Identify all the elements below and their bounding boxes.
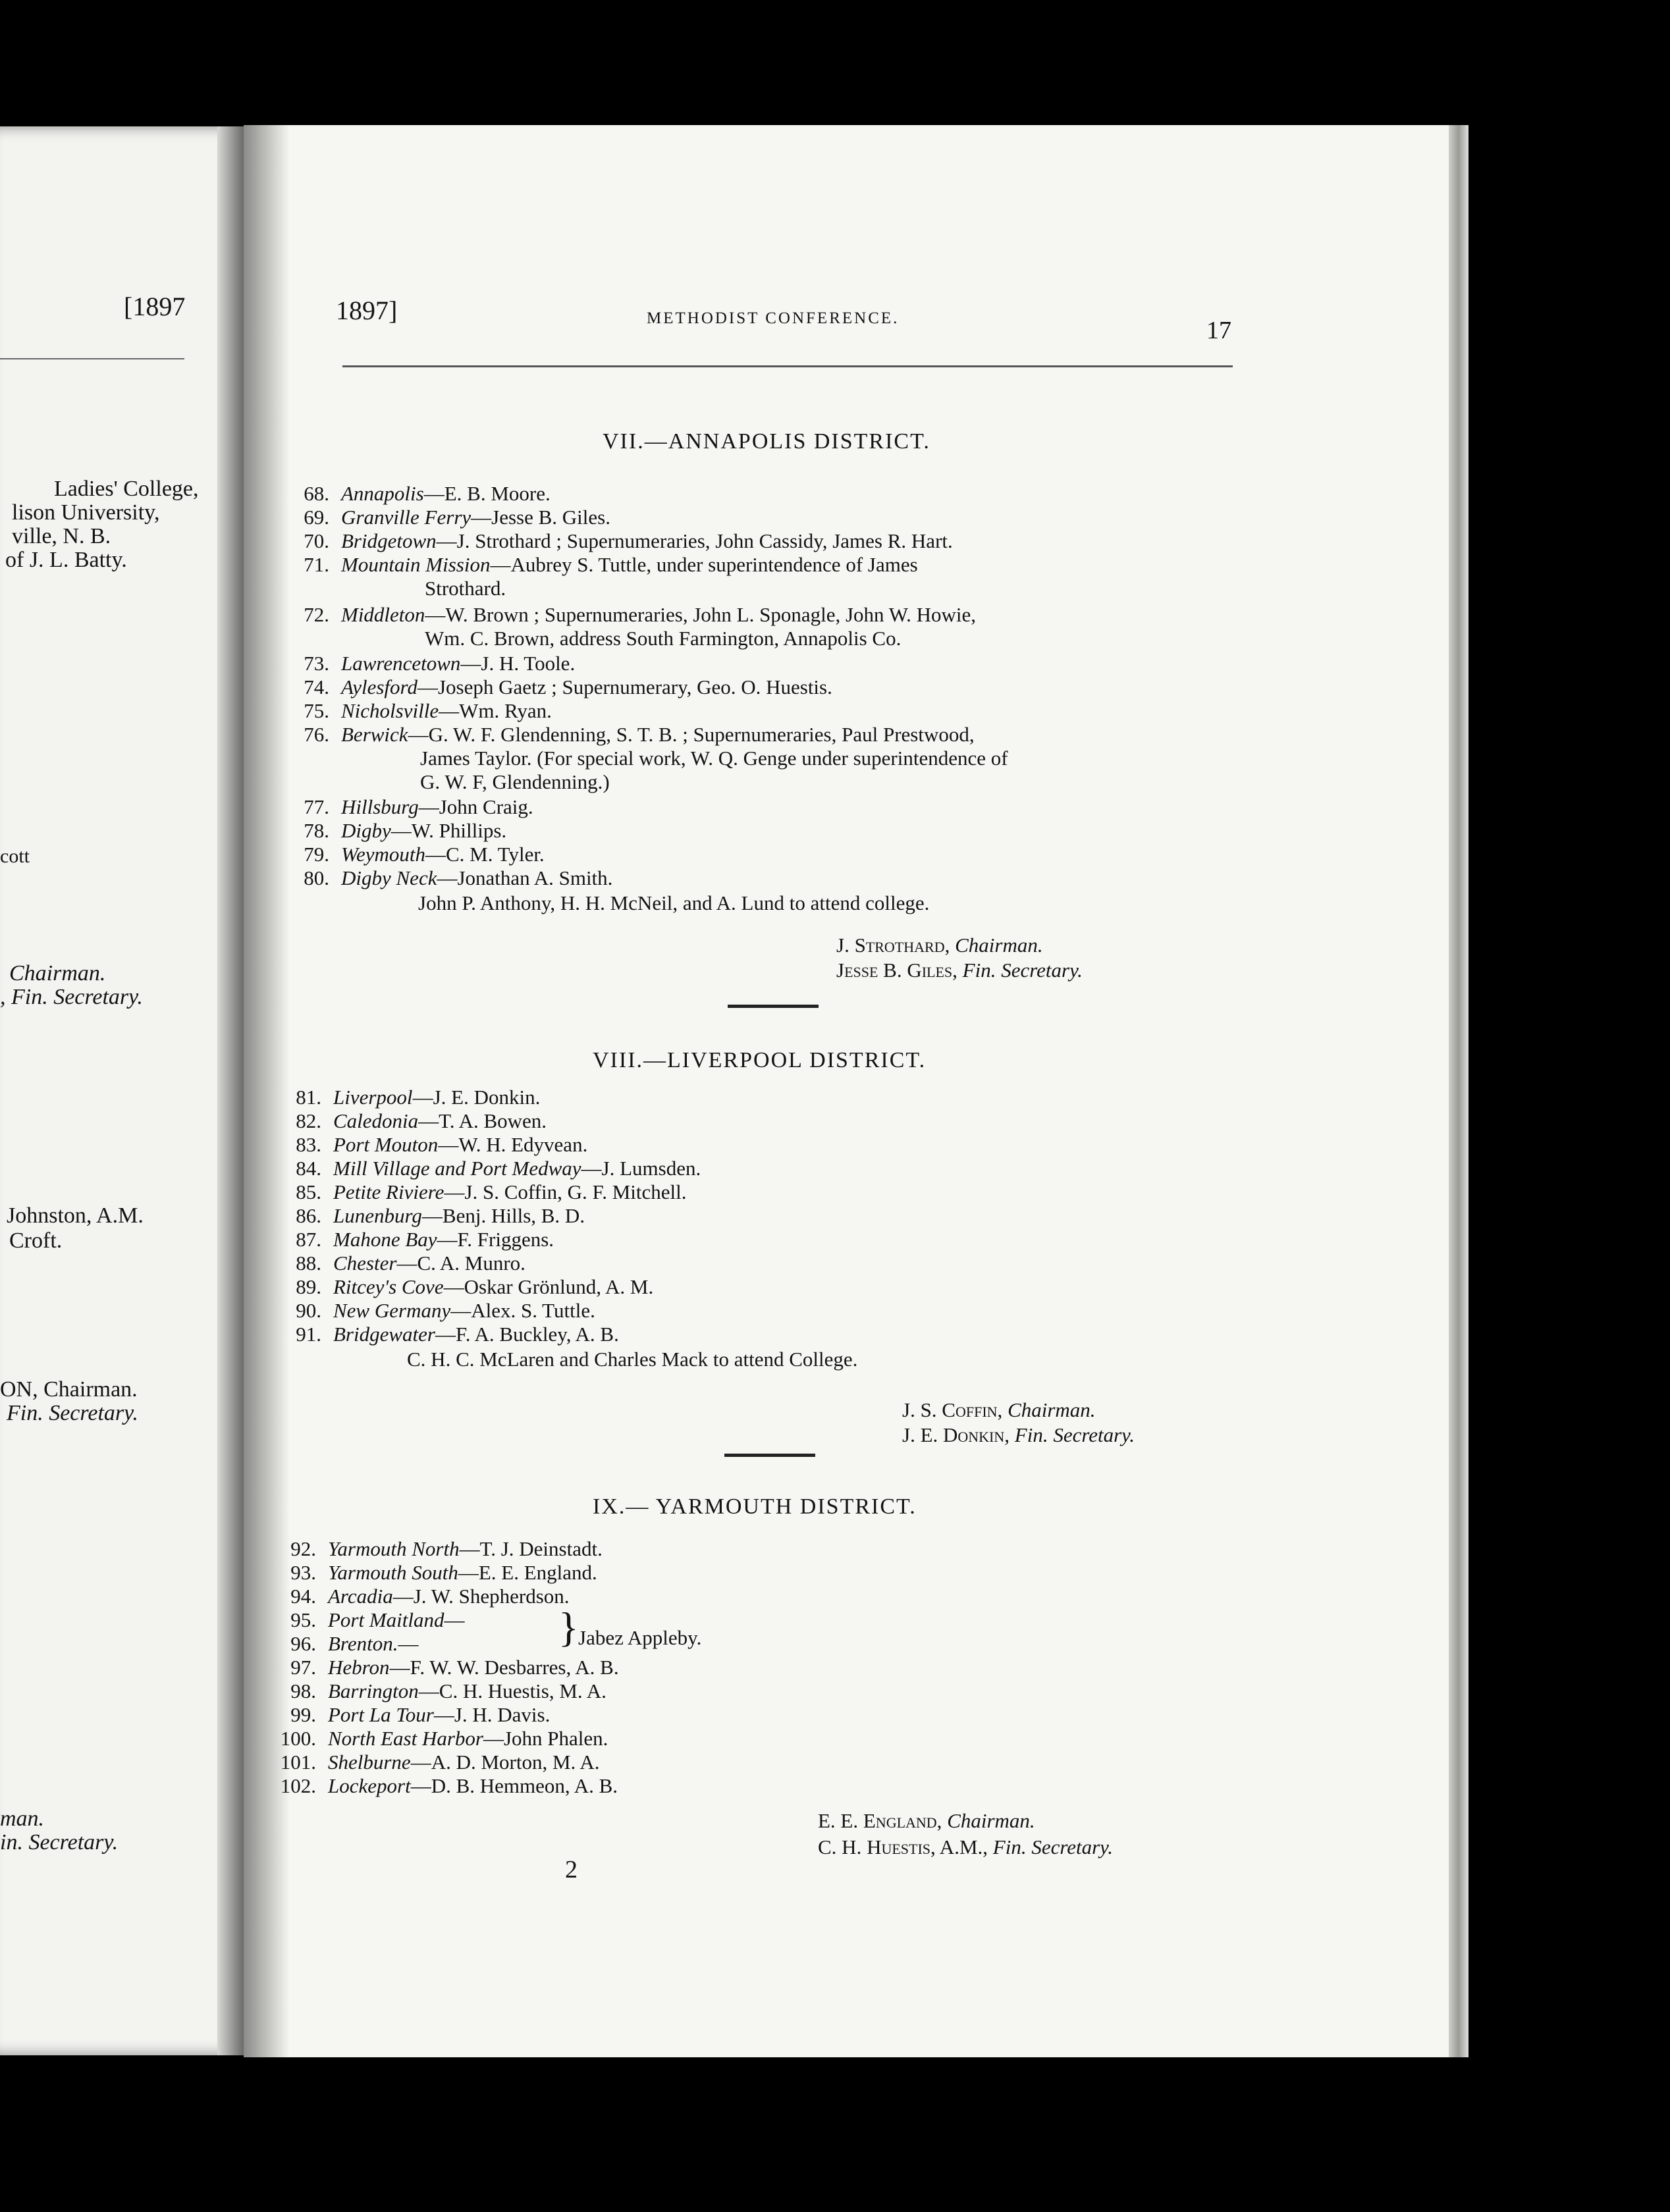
left-page-fragment: Ladies' College, <box>54 477 199 501</box>
circuit-minister: —F. Friggens. <box>437 1228 554 1251</box>
circuit-entry <box>256 1181 687 1203</box>
entry-number: 83. <box>296 1133 321 1156</box>
circuit-name: Annapolis <box>341 482 424 505</box>
circuit-name: Mountain Mission <box>341 553 491 576</box>
circuit-name: North East Harbor <box>328 1727 483 1750</box>
circuit-minister: —W. Phillips. <box>391 819 507 842</box>
circuit-entry <box>250 1704 550 1726</box>
circuit-entry <box>263 867 612 889</box>
left-page-fragment: man. <box>0 1806 45 1831</box>
circuit-minister: —John Phalen. <box>483 1727 608 1750</box>
circuit-minister: —Oskar Grönlund, A. M. <box>443 1275 654 1298</box>
entry-number: 75. <box>304 699 329 722</box>
entry-number: 74. <box>304 675 329 698</box>
circuit-entry <box>263 604 976 626</box>
circuit-minister: —D. B. Hemmeon, A. B. <box>410 1774 618 1797</box>
entry-number: 76. <box>304 723 329 746</box>
circuit-minister: —C. H. Huestis, M. A. <box>418 1679 606 1702</box>
circuit-entry <box>256 1323 619 1346</box>
circuit-minister: —W. H. Edyvean. <box>438 1133 588 1156</box>
circuit-minister: — <box>444 1608 465 1631</box>
circuit-name: Lunenburg <box>333 1204 422 1227</box>
circuit-minister: —J. Lumsden. <box>581 1157 701 1180</box>
circuit-minister: —Alex. S. Tuttle. <box>450 1299 595 1322</box>
secretary-role: Fin. Secretary. <box>992 1835 1113 1858</box>
circuit-name: Digby <box>341 819 391 842</box>
secretary-role: Fin. Secretary. <box>1014 1423 1135 1446</box>
circuit-minister: —Wm. Ryan. <box>439 699 552 722</box>
circuit-name: Mahone Bay <box>333 1228 437 1251</box>
circuit-name: Mill Village and Port Medway <box>333 1157 581 1180</box>
chairman-name: E. E. England, <box>818 1809 942 1832</box>
circuit-name: Arcadia <box>328 1585 393 1608</box>
circuit-name: Liverpool <box>333 1086 413 1109</box>
circuit-entry <box>250 1656 619 1679</box>
entry-number: 82. <box>296 1109 321 1132</box>
district-chairman <box>818 1809 1035 1833</box>
circuit-name: Chester <box>333 1251 397 1275</box>
circuit-entry <box>256 1086 540 1109</box>
running-head-title: METHODIST CONFERENCE. <box>647 309 900 327</box>
circuit-name: Middleton <box>341 603 425 626</box>
circuit-minister: —A. D. Morton, M. A. <box>410 1751 600 1774</box>
circuit-minister: —C. A. Munro. <box>396 1251 525 1275</box>
entry-number: 87. <box>296 1228 321 1251</box>
chairman-role: Chairman. <box>955 934 1043 957</box>
circuit-minister: —F. A. Buckley, A. B. <box>435 1323 619 1346</box>
secretary-role: Fin. Secretary. <box>962 959 1083 982</box>
district-title-liverpool: VIII.—LIVERPOOL DISTRICT. <box>593 1048 927 1072</box>
section-divider <box>728 1005 819 1008</box>
district-note: John P. Anthony, H. H. McNeil, and A. Lund to attend college. <box>418 891 930 914</box>
circuit-entry <box>263 530 953 552</box>
circuit-minister: —E. B. Moore. <box>423 482 551 505</box>
circuit-minister: —J. Strothard ; Supernumeraries, John Cassidy, James R. Hart. <box>436 529 953 552</box>
circuit-entry <box>263 676 832 698</box>
circuit-entry <box>256 1134 587 1156</box>
circuit-entry <box>250 1609 465 1631</box>
entry-number: 73. <box>304 652 329 675</box>
entry-number: 90. <box>296 1299 321 1322</box>
circuit-name: New Germany <box>333 1299 451 1322</box>
circuit-name: Yarmouth North <box>328 1537 460 1560</box>
district-title-annapolis: VII.—ANNAPOLIS DISTRICT. <box>603 429 930 454</box>
page-number: 17 <box>1206 317 1231 344</box>
circuit-entry <box>250 1633 418 1655</box>
circuit-name: Granville Ferry <box>341 506 471 529</box>
circuit-entry <box>256 1276 653 1298</box>
running-head-year: 1897] <box>336 296 398 325</box>
circuit-minister: —J. H. Davis. <box>433 1703 551 1726</box>
entry-number: 86. <box>296 1204 321 1227</box>
entry-number: 102. <box>280 1774 316 1797</box>
circuit-minister: —Aubrey S. Tuttle, under superintendence of James <box>490 553 918 576</box>
entry-number: 84. <box>296 1157 321 1180</box>
left-page-fragment: cott <box>0 845 30 867</box>
entry-number: 95. <box>290 1608 316 1631</box>
circuit-minister: —W. Brown ; Supernumeraries, John L. Sponagle, John W. Howie, <box>425 603 977 626</box>
left-page-fragment: lison University, <box>12 500 160 525</box>
district-chairman <box>836 934 1043 957</box>
entry-number: 81. <box>296 1086 321 1109</box>
entry-number: 97. <box>290 1656 316 1679</box>
circuit-name: Lawrencetown <box>341 652 461 675</box>
entry-number: 101. <box>280 1751 316 1774</box>
circuit-entry <box>263 724 975 746</box>
circuit-entry <box>263 843 545 866</box>
section-divider <box>724 1454 815 1457</box>
circuit-name: Caledonia <box>333 1109 419 1132</box>
circuit-minister: —C. M. Tyler. <box>425 843 545 866</box>
left-page-fragment: ON, Chairman. <box>0 1377 138 1402</box>
circuit-entry <box>256 1157 701 1180</box>
circuit-minister: —Benj. Hills, B. D. <box>421 1204 585 1227</box>
entry-number: 71. <box>304 553 329 576</box>
entry-number: 68. <box>304 482 329 505</box>
circuit-entry <box>263 554 918 576</box>
shared-minister: Jabez Appleby. <box>578 1626 702 1649</box>
secretary-name: Jesse B. Giles, <box>836 959 957 982</box>
entry-number: 78. <box>304 819 329 842</box>
entry-number: 93. <box>290 1561 316 1584</box>
left-page <box>0 126 244 2055</box>
left-page-fragment: ville, N. B. <box>12 524 111 548</box>
circuit-name: Aylesford <box>341 675 418 698</box>
circuit-minister: —T. J. Deinstadt. <box>459 1537 603 1560</box>
circuit-entry <box>256 1110 547 1132</box>
circuit-entry <box>250 1680 606 1702</box>
circuit-minister: —F. W. W. Desbarres, A. B. <box>389 1656 619 1679</box>
circuit-entry <box>250 1751 599 1774</box>
circuit-name: Lockeport <box>328 1774 411 1797</box>
left-page-year: [1897 <box>124 292 186 321</box>
circuit-entry <box>263 483 551 505</box>
entry-number: 99. <box>290 1703 316 1726</box>
entry-number: 72. <box>304 603 329 626</box>
circuit-name: Ritcey's Cove <box>333 1275 444 1298</box>
left-page-fragment: of J. L. Batty. <box>5 548 127 572</box>
circuit-name: Nicholsville <box>341 699 439 722</box>
entry-number: 98. <box>290 1679 316 1702</box>
district-secretary <box>818 1835 1113 1859</box>
secretary-name: C. H. Huestis, A.M., <box>818 1835 988 1858</box>
circuit-entry <box>250 1727 608 1750</box>
circuit-minister: —G. W. F. Glendenning, S. T. B. ; Supernumeraries, Paul Prestwood, <box>408 723 975 746</box>
circuit-name: Shelburne <box>328 1751 411 1774</box>
circuit-minister: —J. W. Shepherdson. <box>392 1585 570 1608</box>
circuit-name: Digby Neck <box>341 866 437 889</box>
district-title-yarmouth: IX.— YARMOUTH DISTRICT. <box>593 1494 917 1519</box>
left-page-fragment: Croft. <box>9 1228 63 1253</box>
entry-number: 80. <box>304 866 329 889</box>
district-secretary <box>902 1423 1135 1447</box>
circuit-minister: —J. S. Coffin, G. F. Mitchell. <box>444 1180 687 1203</box>
circuit-entry <box>256 1205 585 1227</box>
circuit-name: Bridgewater <box>333 1323 435 1346</box>
circuit-name: Berwick <box>341 723 408 746</box>
chairman-role: Chairman. <box>947 1809 1035 1832</box>
circuit-name: Brenton. <box>328 1632 398 1655</box>
circuit-minister: —T. A. Bowen. <box>418 1109 547 1132</box>
circuit-name: Hillsburg <box>341 795 419 818</box>
circuit-entry <box>250 1562 597 1584</box>
circuit-entry <box>250 1538 603 1560</box>
entry-number: 92. <box>290 1537 316 1560</box>
district-chairman <box>902 1398 1096 1422</box>
entry-number: 77. <box>304 795 329 818</box>
circuit-entry <box>263 820 506 842</box>
circuit-minister: —E. E. England. <box>458 1561 597 1584</box>
entry-continuation: Wm. C. Brown, address South Farmington, Annapolis Co. <box>425 627 902 650</box>
left-page-fragment: in. Secretary. <box>0 1830 119 1855</box>
chairman-name: J. Strothard, <box>836 934 950 957</box>
entry-continuation: James Taylor. (For special work, W. Q. Genge under superintendence of <box>420 747 1008 770</box>
circuit-name: Bridgetown <box>341 529 437 552</box>
entry-number: 88. <box>296 1251 321 1275</box>
left-page-fragment: Johnston, A.M. <box>7 1203 144 1228</box>
entry-number: 96. <box>290 1632 316 1655</box>
circuit-name: Petite Riviere <box>333 1180 444 1203</box>
circuit-name: Port Mouton <box>333 1133 439 1156</box>
entry-number: 100. <box>280 1727 316 1750</box>
entry-continuation: G. W. F, Glendenning.) <box>420 770 610 793</box>
circuit-name: Hebron <box>328 1656 390 1679</box>
circuit-minister: — <box>398 1632 419 1655</box>
entry-continuation: Strothard. <box>425 577 506 600</box>
district-secretary <box>836 959 1083 982</box>
entry-number: 91. <box>296 1323 321 1346</box>
left-page-fragment: Fin. Secretary. <box>7 1401 138 1425</box>
left-page-fragment: , Fin. Secretary. <box>0 985 143 1009</box>
entry-number: 70. <box>304 529 329 552</box>
entry-number: 85. <box>296 1180 321 1203</box>
circuit-entry <box>250 1775 618 1797</box>
secretary-name: J. E. Donkin, <box>902 1423 1010 1446</box>
entry-number: 69. <box>304 506 329 529</box>
chairman-name: J. S. Coffin, <box>902 1398 1003 1421</box>
circuit-entry <box>263 700 552 722</box>
circuit-entry <box>263 506 610 529</box>
circuit-name: Weymouth <box>341 843 425 866</box>
brace-glyph: } <box>558 1604 579 1650</box>
header-rule <box>342 365 1233 367</box>
circuit-name: Barrington <box>328 1679 419 1702</box>
circuit-minister: —Jesse B. Giles. <box>471 506 610 529</box>
circuit-entry <box>256 1300 595 1322</box>
entry-number: 89. <box>296 1275 321 1298</box>
circuit-name: Yarmouth South <box>328 1561 458 1584</box>
circuit-name: Port Maitland <box>328 1608 444 1631</box>
left-page-fragment: Chairman. <box>9 961 106 986</box>
circuit-entry <box>256 1252 525 1275</box>
signature-mark: 2 <box>565 1856 578 1883</box>
district-note: C. H. C. McLaren and Charles Mack to attend College. <box>407 1348 858 1371</box>
page-edge <box>1449 125 1468 2057</box>
entry-number: 94. <box>290 1585 316 1608</box>
circuit-minister: —J. H. Toole. <box>460 652 576 675</box>
circuit-entry <box>250 1585 570 1608</box>
left-page-gutter <box>217 126 244 2055</box>
circuit-entry <box>263 652 575 675</box>
circuit-name: Port La Tour <box>328 1703 434 1726</box>
circuit-minister: —Jonathan A. Smith. <box>437 866 613 889</box>
circuit-minister: —J. E. Donkin. <box>412 1086 541 1109</box>
circuit-minister: —John Craig. <box>418 795 533 818</box>
left-page-header-rule <box>0 358 184 359</box>
entry-number: 79. <box>304 843 329 866</box>
circuit-minister: —Joseph Gaetz ; Supernumerary, Geo. O. Huestis. <box>417 675 832 698</box>
circuit-entry <box>256 1228 554 1251</box>
circuit-entry <box>263 796 533 818</box>
chairman-role: Chairman. <box>1008 1398 1096 1421</box>
